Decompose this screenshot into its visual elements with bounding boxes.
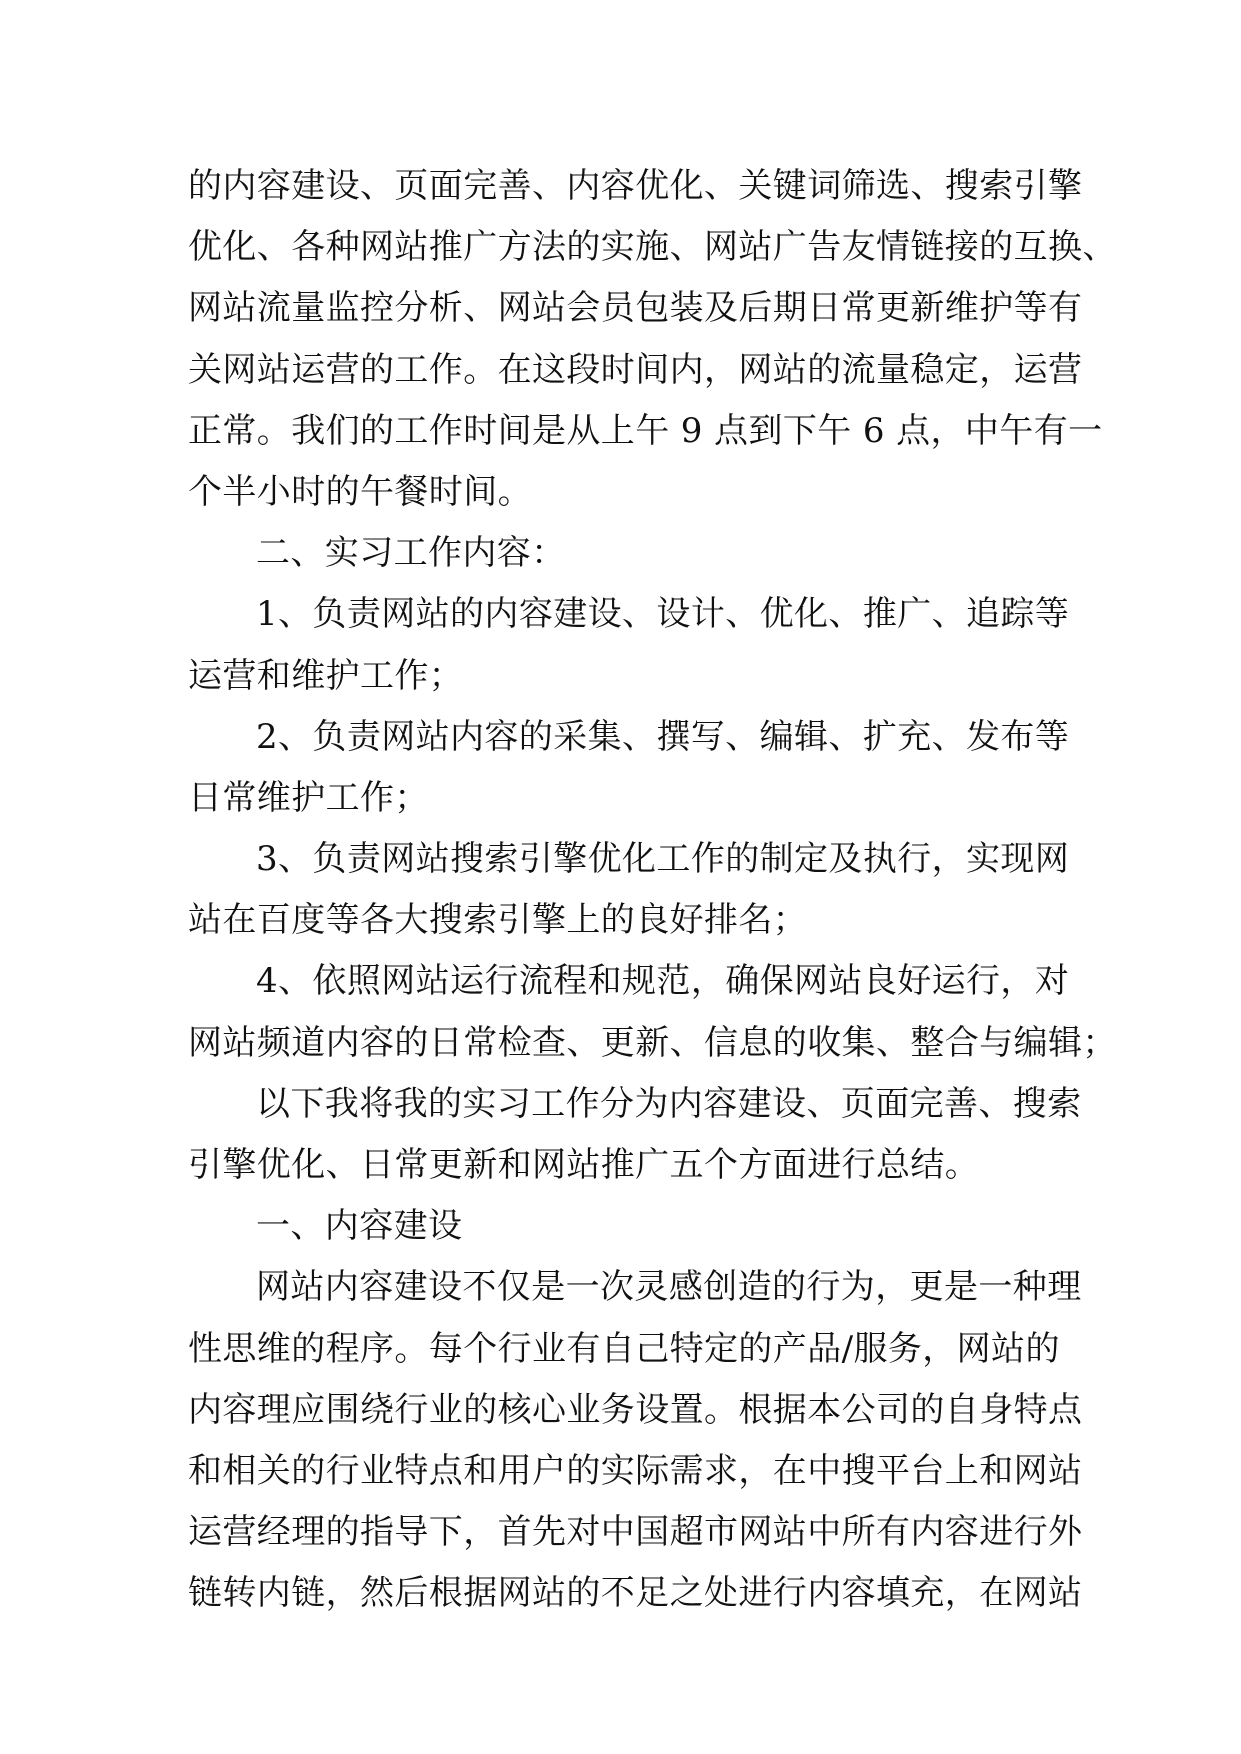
section-heading: 二、实习工作内容： — [256, 533, 566, 574]
list-item-1-line: 运营和维护工作； — [188, 655, 464, 696]
paragraph-line: 链转内链，然后根据网站的不足之处进行内容填充，在网站 — [188, 1573, 1083, 1614]
list-item-2-line: 2、负责网站内容的采集、撰写、编辑、扩充、发布等 — [256, 716, 1070, 757]
paragraph-line: 性思维的程序。每个行业有自己特定的产品/服务，网站的 — [188, 1328, 1060, 1369]
paragraph-line: 引擎优化、日常更新和网站推广五个方面进行总结。 — [188, 1145, 980, 1185]
document-body — [188, 156, 1117, 1625]
paragraph-line: 网站内容建设不仅是一次灵感创造的行为，更是一种理 — [256, 1267, 1082, 1308]
text-line: 的内容建设、页面完善、内容优化、关键词筛选、搜索引擎 — [188, 166, 1083, 206]
list-item-1-line: 1、负责网站的内容建设、设计、优化、推广、追踪等 — [256, 594, 1070, 635]
list-item-4-line: 网站频道内容的日常检查、更新、信息的收集、整合与编辑； — [188, 1022, 1117, 1063]
text-line: 个半小时的午餐时间。 — [188, 471, 532, 512]
list-item-2-line: 日常维护工作； — [188, 777, 429, 818]
paragraph-line: 以下我将我的实习工作分为内容建设、页面完善、搜索 — [256, 1083, 1082, 1124]
text-line: 关网站运营的工作。在这段时间内，网站的流量稳定，运营 — [188, 349, 1083, 390]
list-item-4-line: 4、依照网站运行流程和规范，确保网站良好运行，对 — [256, 961, 1070, 1002]
section-heading: 一、内容建设 — [256, 1206, 463, 1247]
text-line: 优化、各种网站推广方法的实施、网站广告友情链接的互换、 — [188, 227, 1117, 268]
list-item-3-line: 站在百度等各大搜索引擎上的良好排名； — [188, 900, 808, 941]
paragraph-line: 运营经理的指导下，首先对中国超市网站中所有内容进行外 — [188, 1512, 1083, 1553]
text-line: 正常。我们的工作时间是从上午 9 点到下午 6 点，中午有一 — [188, 410, 1103, 451]
text-line: 网站流量监控分析、网站会员包装及后期日常更新维护等有 — [188, 288, 1083, 329]
list-item-3-line: 3、负责网站搜索引擎优化工作的制定及执行，实现网 — [256, 839, 1070, 880]
paragraph-line: 和相关的行业特点和用户的实际需求，在中搜平台上和网站 — [188, 1450, 1083, 1491]
paragraph-line: 内容理应围绕行业的核心业务设置。根据本公司的自身特点 — [188, 1389, 1083, 1430]
